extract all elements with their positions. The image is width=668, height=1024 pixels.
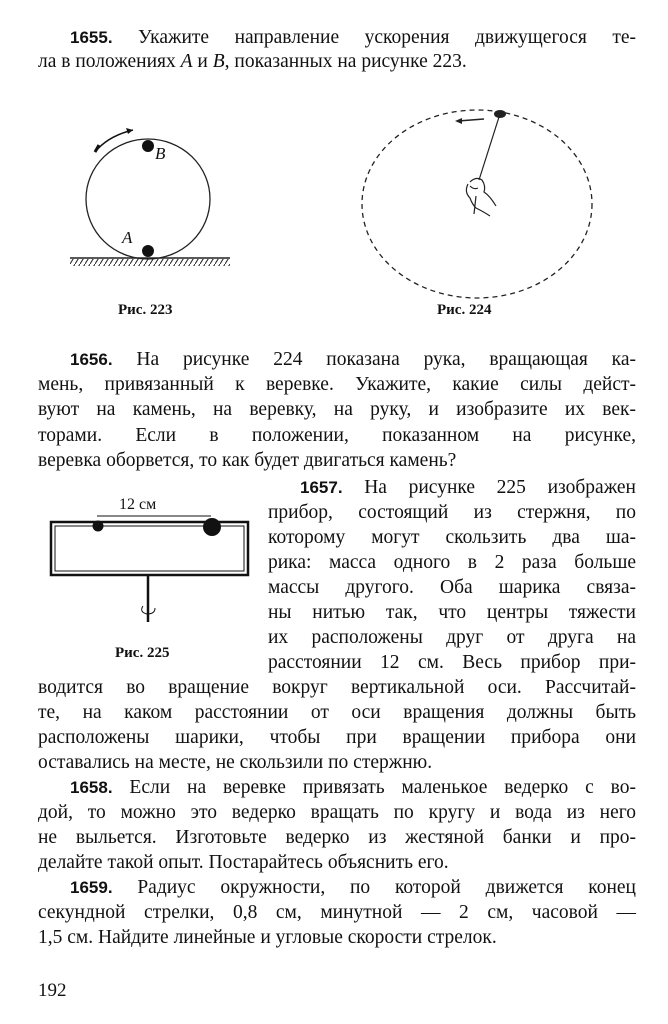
problem-number: 1655. [70, 28, 113, 47]
p1657-line-3: которому могут скользить два ша- [268, 527, 636, 548]
fig225-distance-label: 12 см [119, 496, 157, 513]
fig225-caption: Рис. 225 [115, 645, 170, 661]
text: Если на веревке привязать маленькое ведерко с во- [112, 777, 636, 798]
p1656-line-3: вуют на камень, на веревку, на руку, и изобразите их век- [38, 399, 636, 420]
text: На рисунке 225 изображен [342, 477, 636, 498]
p1656-line-5: веревка оборвется, то как будет двигаться камень? [38, 450, 457, 471]
text: На рисунке 224 показана рука, вращающая ка- [112, 349, 636, 370]
p1658-line-2: дой, то можно это ведерко вращать по кругу и вода из него [38, 802, 636, 823]
hand [466, 178, 496, 216]
label-b: B [212, 51, 225, 72]
large-ball [203, 518, 221, 536]
fig223-label-a: A [122, 228, 133, 247]
p1657-line-10: те, на каком расстоянии от оси вращения должны быть [38, 702, 636, 723]
text: ла в положениях [38, 51, 181, 72]
p1659-line-3: 1,5 см. Найдите линейные и угловые скорости стрелок. [38, 927, 497, 948]
p1657-line-2: прибор, состоящий из стержня, по [268, 502, 636, 523]
fig223-caption: Рис. 223 [118, 302, 173, 318]
problem-number: 1656. [70, 350, 113, 369]
small-ball [93, 521, 104, 532]
p1659-line-2: секундной стрелки, 0,8 см, минутной — 2 см, часовой — [38, 902, 636, 923]
p1657-line-7: их расположены друг от друга на [268, 627, 636, 648]
fig223-label-b: B [155, 144, 166, 163]
fig224-caption: Рис. 224 [437, 302, 492, 318]
p1656-line-2: мень, привязанный к веревке. Укажите, какие силы дейст- [38, 374, 636, 395]
text: и [192, 51, 213, 72]
ball-a [142, 245, 154, 257]
page-number: 192 [38, 980, 67, 1001]
text: , показанных на рисунке 223. [224, 51, 467, 72]
p1657-line-9: водится во вращение вокруг вертикальной оси. Рассчитай- [38, 677, 636, 698]
p1657-line-12: оставались на месте, не скользили по стержню. [38, 752, 433, 773]
problem-number: 1658. [70, 778, 113, 797]
p1657-line-8: расстоянии 12 см. Весь прибор при- [268, 652, 636, 673]
p1657-line-1 [300, 476, 636, 500]
figure-225-device [51, 516, 248, 622]
string [479, 117, 499, 180]
figure-224-hand-stone [362, 110, 592, 298]
p1657-line-6: ны нитью так, что центры тяжести [268, 602, 636, 623]
ball-b [142, 140, 154, 152]
p1656-line-4: торами. Если в положении, показанном на рисунке, [38, 425, 636, 446]
problem-number: 1659. [70, 878, 113, 897]
text: Радиус окружности, по которой движется конец [112, 877, 636, 898]
p1657-line-4: рика: масса одного в 2 раза больше [268, 552, 636, 573]
p1657-line-5: массы другого. Оба шарика связа- [268, 577, 636, 598]
p1657-line-11: расположены шарики, чтобы при вращении прибора они [38, 727, 636, 748]
figure-223-loop [70, 128, 230, 266]
p1658-line-1 [70, 776, 636, 800]
p1656-line-1 [70, 348, 636, 372]
p1658-line-4: делайте такой опыт. Постарайтесь объяснить его. [38, 852, 449, 873]
p1659-line-1 [70, 876, 636, 900]
problem-number: 1657. [300, 478, 343, 497]
text: Укажите направление ускорения движущегося те- [112, 27, 636, 48]
p1658-line-3: не выльется. Изготовьте ведерко из жестяной банки и про- [38, 827, 636, 848]
label-a: A [180, 51, 193, 72]
stone [494, 110, 506, 118]
